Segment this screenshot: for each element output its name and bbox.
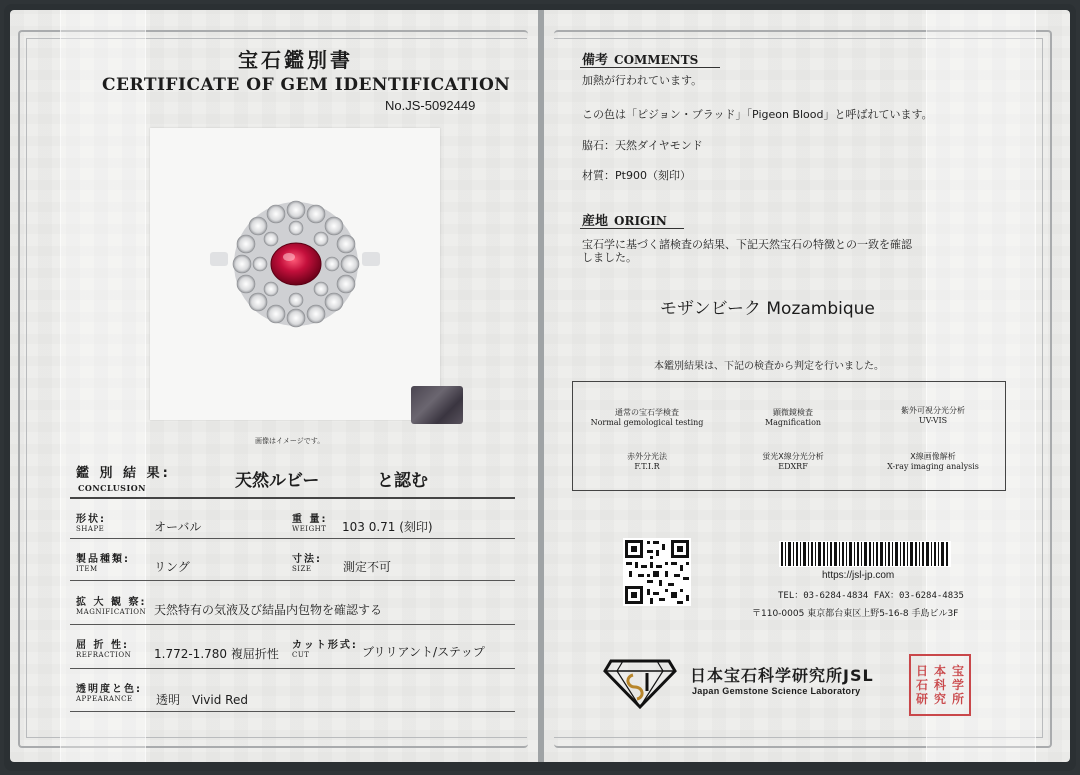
- test-jp: 蛍光X線分光分析: [762, 452, 824, 461]
- image-note: 画像はイメージです。: [255, 437, 325, 445]
- divider: [70, 497, 515, 499]
- test-jp: 顕微鏡検査: [773, 408, 813, 417]
- hologram-sticker: [411, 386, 463, 424]
- test-item: [587, 452, 707, 472]
- lab-name-jp: 日本宝石科学研究所JSL: [690, 666, 874, 685]
- conclusion-label-en: CONCLUSION: [78, 483, 146, 493]
- comments-heading-jp: 備考: [582, 53, 609, 68]
- test-jp: 通常の宝石学検査: [615, 408, 679, 417]
- test-en: X-ray imaging analysis: [887, 462, 979, 471]
- lab-address: 〒110-0005 東京都台東区上野5-16-8 手島ビル3F: [752, 609, 959, 619]
- divider: [70, 668, 515, 669]
- origin-value: モザンビーク Mozambique: [660, 299, 875, 319]
- test-en: Normal gemological testing: [590, 418, 704, 427]
- test-jp: 赤外分光法: [627, 452, 667, 461]
- test-en: EDXRF: [778, 462, 808, 471]
- refraction-label-jp: 屈 折 性:: [76, 640, 129, 651]
- test-jp: X線画像解析: [910, 452, 956, 461]
- weight-value: 103 0.71 (刻印): [342, 520, 433, 534]
- lab-phone: TEL：03-6284-4834 FAX：03-6284-4835: [778, 591, 964, 601]
- shape-value: オーバル: [154, 520, 202, 534]
- test-en: F.T.I.R: [634, 462, 660, 471]
- lab-name-en: Japan Gemstone Science Laboratory: [692, 686, 861, 696]
- cut-value: ブリリアント/ステップ: [362, 645, 485, 659]
- jsl-logo: [603, 655, 677, 715]
- origin-text-2: しました。: [582, 251, 637, 264]
- comment-line-2: この色は「ピジョン・ブラッド」「Pigeon Blood」と呼ばれています。: [582, 108, 933, 121]
- certificate-number: No.JS-5092449: [385, 98, 476, 113]
- refraction-value: 1.772-1.780 複屈折性: [154, 647, 279, 661]
- barcode: [779, 541, 951, 567]
- certificate-title-jp: 宝石鑑別書: [238, 48, 353, 72]
- comments-heading-en: COMMENTS: [614, 53, 699, 67]
- diamond-logo-icon: [603, 655, 677, 711]
- comment-line-3: 脇石：天然ダイヤモンド: [582, 139, 703, 152]
- magnification-value: 天然特有の気液及び結晶内包物を確認する: [154, 603, 383, 617]
- folder-spine: [538, 10, 544, 762]
- appearance-label-en: APPEARANCE: [76, 695, 133, 703]
- divider: [70, 538, 515, 539]
- heading-underline: [580, 67, 720, 68]
- size-label-jp: 寸法:: [292, 554, 322, 565]
- comment-line-1: 加熱が行われています。: [582, 74, 703, 87]
- test-item: [873, 406, 993, 426]
- ruby-ring-image: [150, 128, 440, 420]
- test-item: [733, 408, 853, 428]
- appearance-label-jp: 透明度と色:: [76, 684, 142, 695]
- shape-label-jp: 形状:: [76, 514, 106, 525]
- conclusion-value: 天然ルビー: [235, 471, 320, 491]
- test-en: UV-VIS: [918, 416, 948, 425]
- magnification-label-jp: 拡 大 観 察:: [76, 597, 147, 608]
- item-label-jp: 製品種類:: [76, 554, 130, 565]
- origin-text-1: 宝石学に基づく諸検査の結果、下記天然宝石の特徴との一致を確認: [582, 238, 912, 251]
- comment-line-4: 材質：Pt900（刻印）: [582, 169, 691, 182]
- comments-heading: [582, 49, 698, 68]
- lab-url[interactable]: https://jsl-jp.com: [822, 570, 895, 581]
- appearance-value: 透明 Vivid Red: [156, 693, 248, 707]
- conclusion-label-jp: 鑑 別 結 果:: [76, 466, 171, 481]
- test-jp: 紫外可視分光分析: [901, 406, 965, 415]
- test-en: Magnification: [764, 418, 822, 427]
- divider: [70, 580, 515, 581]
- origin-heading-jp: 産地: [582, 214, 609, 229]
- size-value: 測定不可: [343, 560, 392, 574]
- certificate-title-en: CERTIFICATE OF GEM IDENTIFICATION: [102, 75, 511, 95]
- weight-label-jp: 重 量:: [292, 514, 328, 525]
- divider: [70, 711, 515, 712]
- origin-heading: [582, 210, 667, 229]
- item-value: リング: [154, 560, 190, 574]
- size-label-en: SIZE: [292, 565, 312, 573]
- test-item: [733, 452, 853, 472]
- origin-heading-en: ORIGIN: [614, 214, 667, 228]
- tests-intro: 本鑑別結果は、下記の検査から判定を行いました。: [654, 361, 884, 372]
- barcode-icon: [779, 541, 951, 567]
- item-label-en: ITEM: [76, 565, 98, 573]
- cut-label-en: CUT: [292, 651, 310, 659]
- qr-code-icon: [623, 538, 691, 606]
- weight-label-en: WEIGHT: [292, 525, 327, 533]
- qr-code[interactable]: [623, 538, 691, 606]
- cut-label-jp: カット形式:: [292, 640, 358, 651]
- test-item: [873, 452, 993, 472]
- shape-label-en: SHAPE: [76, 525, 105, 533]
- magnification-label-en: MAGNIFICATION: [76, 608, 147, 616]
- heading-underline: [580, 228, 684, 229]
- divider: [70, 624, 515, 625]
- tests-box: [572, 381, 1006, 491]
- lab-seal-stamp: 日 本 宝 石 科 学 研 究 所: [909, 654, 971, 716]
- refraction-label-en: REFRACTION: [76, 651, 132, 659]
- conclusion-suffix: と認む: [377, 471, 428, 491]
- test-item: [587, 408, 707, 428]
- ring-photo: [150, 128, 440, 420]
